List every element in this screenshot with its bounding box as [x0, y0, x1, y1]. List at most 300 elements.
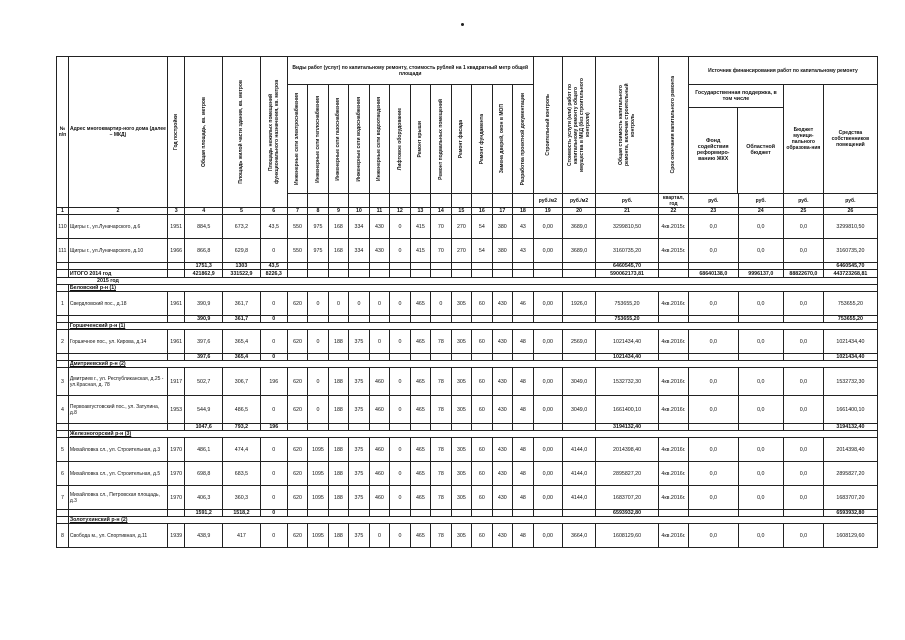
row-total-area: 438,9 — [185, 524, 223, 548]
unit-label: руб. — [783, 194, 823, 208]
subtotal-total-cost: 753655,20 — [596, 316, 659, 323]
subtotal-nonliving-area: 196 — [260, 424, 287, 431]
row-work-cost: 465 — [410, 330, 430, 354]
subtotal-blank — [328, 354, 348, 361]
row-work-cost: 375 — [349, 396, 369, 424]
grand-blank — [410, 270, 430, 278]
subtotal-blank — [410, 263, 430, 270]
row-total-area: 486,1 — [185, 438, 223, 462]
row-no: 8 — [57, 524, 69, 548]
row-nonliving-area: 0 — [260, 396, 287, 424]
column-number: 26 — [823, 208, 877, 215]
row-regional: 0,0 — [738, 292, 783, 316]
subtotal-own-funds: 6593932,80 — [823, 510, 877, 517]
row-total-area: 390,9 — [185, 292, 223, 316]
row-work-cost: 1095 — [308, 524, 328, 548]
row-work-cost: 620 — [287, 462, 307, 486]
row-nonliving-area: 0 — [260, 292, 287, 316]
row-work-cost: 0 — [328, 292, 348, 316]
row-municipal: 0,0 — [783, 368, 823, 396]
row-work-cost: 78 — [431, 486, 451, 510]
subtotal-blank — [658, 263, 688, 270]
row-work-cost: 375 — [349, 524, 369, 548]
grand-blank — [308, 270, 328, 278]
row-municipal: 0,0 — [783, 438, 823, 462]
row-no: 7 — [57, 486, 69, 510]
subtotal-blank — [533, 424, 562, 431]
row-total-area: 502,7 — [185, 368, 223, 396]
header-work-type: Замена дверей, окон в МОП — [499, 104, 506, 174]
row-work-cost: 188 — [328, 368, 348, 396]
subtotal-living-area: 793,2 — [223, 424, 261, 431]
row-cost-per-m2: 3689,0 — [562, 239, 595, 263]
units-blank — [451, 194, 471, 208]
header-work-cell — [472, 85, 492, 194]
subtotal-blank — [390, 424, 410, 431]
grand-own-funds: 443723268,81 — [823, 270, 877, 278]
header-work-cell — [328, 85, 348, 194]
row-living-area: 360,3 — [223, 486, 261, 510]
subtotal-blank — [57, 354, 69, 361]
subtotal-blank — [431, 510, 451, 517]
row-nonliving-area: 0 — [260, 486, 287, 510]
subtotal-blank — [513, 354, 534, 361]
row-work-cost: 188 — [328, 396, 348, 424]
row-regional: 0,0 — [738, 486, 783, 510]
header-state-support-cell — [689, 85, 784, 194]
grand-living-area: 331522,9 — [223, 270, 261, 278]
subtotal-blank — [431, 354, 451, 361]
district-blank — [57, 285, 69, 292]
subtotal-blank — [308, 316, 328, 323]
grand-blank — [472, 270, 492, 278]
row-work-cost: 430 — [492, 438, 512, 462]
header-fund: Фонд содействия реформиро-ванию ЖКХ — [689, 107, 738, 193]
column-number: 24 — [738, 208, 783, 215]
row-work-cost: 70 — [431, 239, 451, 263]
header-cost-per-m2-cell — [562, 57, 595, 194]
subtotal-blank — [533, 510, 562, 517]
header-work-cell — [308, 85, 328, 194]
column-number: 12 — [390, 208, 410, 215]
subtotal-blank — [451, 263, 471, 270]
row-work-cost: 78 — [431, 330, 451, 354]
row-own-funds: 2014398,40 — [823, 438, 877, 462]
row-work-cost: 975 — [308, 239, 328, 263]
row-fund: 0,0 — [689, 462, 739, 486]
table-row — [57, 239, 878, 263]
subtotal-blank — [390, 316, 410, 323]
units-blank — [410, 194, 430, 208]
subtotal-row — [57, 263, 878, 270]
row-work-cost: 460 — [369, 396, 389, 424]
row-no: 110 — [57, 215, 69, 239]
subtotal-blank — [451, 316, 471, 323]
subtotal-blank — [783, 316, 823, 323]
row-work-cost: 620 — [287, 396, 307, 424]
header-work-cell — [492, 85, 512, 194]
row-address: Михайловка сл., Петровская площадь, д.3 — [68, 486, 167, 510]
row-year: 1917 — [168, 368, 185, 396]
subtotal-blank — [328, 316, 348, 323]
subtotal-blank — [168, 354, 185, 361]
row-municipal: 0,0 — [783, 396, 823, 424]
grand-blank — [451, 270, 471, 278]
column-number: 13 — [410, 208, 430, 215]
row-work-cost: 188 — [328, 438, 348, 462]
row-year: 1951 — [168, 215, 185, 239]
row-total-area: 884,5 — [185, 215, 223, 239]
row-work-cost: 465 — [410, 462, 430, 486]
row-work-cost: 0 — [369, 330, 389, 354]
row-work-cost: 430 — [492, 524, 512, 548]
row-nonliving-area: 0 — [260, 239, 287, 263]
row-work-cost: 0 — [308, 368, 328, 396]
row-year: 1939 — [168, 524, 185, 548]
subtotal-blank — [57, 263, 69, 270]
district-heading-row — [57, 361, 878, 368]
row-municipal: 0,0 — [783, 330, 823, 354]
subtotal-blank — [513, 424, 534, 431]
grand-municipal: 88822670,0 — [783, 270, 823, 278]
row-work-cost: 78 — [431, 396, 451, 424]
row-total-cost: 1683707,20 — [596, 486, 659, 510]
grand-blank — [492, 270, 512, 278]
subtotal-blank — [783, 510, 823, 517]
grand-total-label: ИТОГО 2014 год — [68, 270, 167, 278]
row-work-cost: 48 — [513, 462, 534, 486]
subtotal-blank — [472, 424, 492, 431]
row-construction-control: 0,00 — [533, 239, 562, 263]
row-regional: 0,0 — [738, 215, 783, 239]
header-work-cell — [287, 85, 307, 194]
subtotal-nonliving-area: 0 — [260, 354, 287, 361]
district-heading: Золотухинский р-н (2) — [68, 517, 877, 524]
row-work-cost: 48 — [513, 330, 534, 354]
row-nonliving-area: 0 — [260, 462, 287, 486]
header-construction-control: Строительный контроль — [544, 94, 551, 156]
unit-label: квартал, год — [658, 194, 688, 208]
row-work-cost: 975 — [308, 215, 328, 239]
column-number: 3 — [168, 208, 185, 215]
subtotal-blank — [57, 510, 69, 517]
row-total-cost: 753655,20 — [596, 292, 659, 316]
subtotal-blank — [168, 263, 185, 270]
header-work-type: Ремонт фундамента — [478, 113, 485, 165]
district-heading: Горшеченский р-н (1) — [68, 323, 877, 330]
subtotal-blank — [287, 354, 307, 361]
unit-label: руб. — [596, 194, 659, 208]
grand-nonliving-area: 8226,3 — [260, 270, 287, 278]
header-year: Год постройки — [173, 113, 180, 151]
row-no: 2 — [57, 330, 69, 354]
row-fund: 0,0 — [689, 330, 739, 354]
row-work-cost: 430 — [492, 486, 512, 510]
header-work-cell — [513, 85, 534, 194]
header-municipal: Бюджет муници-пального образова-ния — [783, 85, 823, 194]
grand-blank — [287, 270, 307, 278]
column-number: 22 — [658, 208, 688, 215]
row-cost-per-m2: 4144,0 — [562, 486, 595, 510]
row-work-cost: 0 — [390, 524, 410, 548]
state-support-split — [689, 85, 783, 193]
column-number: 23 — [689, 208, 739, 215]
table-row — [57, 524, 878, 548]
row-work-cost: 620 — [287, 438, 307, 462]
row-total-cost: 3160735,20 — [596, 239, 659, 263]
column-number: 1 — [57, 208, 69, 215]
subtotal-blank — [492, 510, 512, 517]
row-work-cost: 60 — [472, 396, 492, 424]
row-construction-control: 0,00 — [533, 486, 562, 510]
row-deadline: 4кв.2015г. — [658, 239, 688, 263]
row-work-cost: 460 — [369, 368, 389, 396]
district-heading-row — [57, 517, 878, 524]
subtotal-blank — [658, 510, 688, 517]
column-number: 6 — [260, 208, 287, 215]
subtotal-blank — [349, 263, 369, 270]
district-blank — [57, 361, 69, 368]
row-work-cost: 60 — [472, 462, 492, 486]
header-funding-group: Источник финансирования работ по капитальному ремонту — [689, 57, 878, 85]
subtotal-total-cost: 1021434,40 — [596, 354, 659, 361]
row-living-area: 361,7 — [223, 292, 261, 316]
header-work-type: Инженерные сети водоотведения — [376, 97, 383, 181]
row-municipal: 0,0 — [783, 215, 823, 239]
row-deadline: 4кв.2016г. — [658, 292, 688, 316]
row-year: 1953 — [168, 396, 185, 424]
row-work-cost: 430 — [492, 396, 512, 424]
units-blank — [513, 194, 534, 208]
row-fund: 0,0 — [689, 438, 739, 462]
subtotal-blank — [390, 263, 410, 270]
row-total-cost: 1532732,30 — [596, 368, 659, 396]
row-work-cost: 60 — [472, 524, 492, 548]
column-number: 20 — [562, 208, 595, 215]
subtotal-blank — [287, 263, 307, 270]
row-regional: 0,0 — [738, 438, 783, 462]
row-work-cost: 60 — [472, 292, 492, 316]
row-work-cost: 375 — [349, 330, 369, 354]
subtotal-blank — [287, 424, 307, 431]
row-total-cost: 3299810,50 — [596, 215, 659, 239]
subtotal-total-area: 1751,3 — [185, 263, 223, 270]
row-total-area: 544,9 — [185, 396, 223, 424]
subtotal-blank — [562, 316, 595, 323]
table-row — [57, 368, 878, 396]
header-deadline: Срок окончания капитального ремонта — [670, 76, 677, 174]
subtotal-blank — [738, 263, 783, 270]
subtotal-blank — [689, 263, 739, 270]
subtotal-blank — [658, 424, 688, 431]
table-body — [57, 215, 878, 548]
row-fund: 0,0 — [689, 524, 739, 548]
row-deadline: 4кв.2016г. — [658, 368, 688, 396]
row-deadline: 4кв.2016г. — [658, 486, 688, 510]
subtotal-total-cost: 6460545,70 — [596, 263, 659, 270]
header-works-group: Виды работ (услуг) по капитальному ремонту, стоимость рублей на 1 квадратный метр общей площади — [287, 57, 533, 85]
grand-total-cost: 590062173,81 — [596, 270, 659, 278]
row-work-cost: 375 — [349, 438, 369, 462]
subtotal-blank — [308, 424, 328, 431]
row-work-cost: 43 — [513, 215, 534, 239]
row-year: 1961 — [168, 292, 185, 316]
district-heading-row — [57, 323, 878, 330]
subtotal-blank — [410, 316, 430, 323]
row-nonliving-area: 0 — [260, 438, 287, 462]
column-number: 17 — [492, 208, 512, 215]
column-number: 18 — [513, 208, 534, 215]
row-cost-per-m2: 4144,0 — [562, 438, 595, 462]
subtotal-blank — [68, 263, 167, 270]
subtotal-blank — [369, 316, 389, 323]
subtotal-blank — [533, 354, 562, 361]
subtotal-blank — [349, 354, 369, 361]
subtotal-total-cost: 6593932,80 — [596, 510, 659, 517]
subtotal-blank — [533, 316, 562, 323]
subtotal-nonliving-area: 0 — [260, 316, 287, 323]
row-work-cost: 465 — [410, 368, 430, 396]
subtotal-blank — [308, 263, 328, 270]
row-address: Михайловка сл., ул. Строительная, д.3 — [68, 438, 167, 462]
subtotal-nonliving-area: 43,5 — [260, 263, 287, 270]
row-regional: 0,0 — [738, 368, 783, 396]
row-work-cost: 305 — [451, 368, 471, 396]
row-work-cost: 0 — [308, 292, 328, 316]
row-work-cost: 0 — [390, 368, 410, 396]
subtotal-row — [57, 316, 878, 323]
row-living-area: 365,4 — [223, 330, 261, 354]
subtotal-blank — [472, 354, 492, 361]
subtotal-blank — [57, 316, 69, 323]
row-own-funds: 3299810,50 — [823, 215, 877, 239]
units-blank — [328, 194, 348, 208]
capital-repair-register-table — [56, 56, 878, 548]
row-deadline: 4кв.2016г. — [658, 524, 688, 548]
row-living-area: 673,2 — [223, 215, 261, 239]
row-no: 111 — [57, 239, 69, 263]
subtotal-blank — [68, 316, 167, 323]
row-work-cost: 48 — [513, 524, 534, 548]
district-heading: Дмитриевский р-н (2) — [68, 361, 877, 368]
column-numbers-row — [57, 208, 878, 215]
row-no: 3 — [57, 368, 69, 396]
subtotal-blank — [308, 354, 328, 361]
row-work-cost: 430 — [492, 462, 512, 486]
header-work-type: Разработка проектной документации — [519, 92, 526, 186]
subtotal-blank — [472, 510, 492, 517]
grand-blank — [369, 270, 389, 278]
units-blank — [308, 194, 328, 208]
header-work-cell — [390, 85, 410, 194]
header-work-type: Ремонт фасада — [458, 119, 465, 159]
subtotal-row — [57, 424, 878, 431]
units-blank — [287, 194, 307, 208]
grand-blank — [431, 270, 451, 278]
row-work-cost: 78 — [431, 462, 451, 486]
row-work-cost: 48 — [513, 486, 534, 510]
row-work-cost: 1095 — [308, 438, 328, 462]
subtotal-blank — [390, 510, 410, 517]
row-year: 1970 — [168, 462, 185, 486]
subtotal-blank — [513, 510, 534, 517]
district-heading-row — [57, 285, 878, 292]
row-work-cost: 60 — [472, 486, 492, 510]
subtotal-blank — [689, 510, 739, 517]
row-work-cost: 0 — [390, 215, 410, 239]
row-work-cost: 54 — [472, 239, 492, 263]
unit-label: руб./м2 — [533, 194, 562, 208]
table-row — [57, 462, 878, 486]
row-work-cost: 0 — [390, 239, 410, 263]
row-nonliving-area: 43,5 — [260, 215, 287, 239]
subtotal-living-area: 1518,2 — [223, 510, 261, 517]
column-number: 9 — [328, 208, 348, 215]
row-construction-control: 0,00 — [533, 215, 562, 239]
header-living-area-cell — [223, 57, 261, 208]
row-own-funds: 1021434,40 — [823, 330, 877, 354]
row-work-cost: 0 — [390, 330, 410, 354]
row-address: Михайловка сл., ул. Строительная, д.5 — [68, 462, 167, 486]
row-work-cost: 465 — [410, 524, 430, 548]
column-number: 19 — [533, 208, 562, 215]
row-work-cost: 550 — [287, 239, 307, 263]
row-address: Первоавгустовский пос., ул. Затулина, д.8 — [68, 396, 167, 424]
grand-regional: 9996137,0 — [738, 270, 783, 278]
header-work-type: Инженерные сети электроснабжения — [294, 93, 301, 185]
subtotal-blank — [68, 354, 167, 361]
column-number: 10 — [349, 208, 369, 215]
row-work-cost: 415 — [410, 215, 430, 239]
row-work-cost: 188 — [328, 486, 348, 510]
row-work-cost: 430 — [492, 292, 512, 316]
row-deadline: 4кв.2016г. — [658, 330, 688, 354]
header-regional: Областной бюджет — [746, 144, 776, 157]
row-cost-per-m2: 3689,0 — [562, 215, 595, 239]
subtotal-blank — [658, 316, 688, 323]
row-cost-per-m2: 2569,0 — [562, 330, 595, 354]
header-no: № п/п — [57, 57, 69, 208]
row-nonliving-area: 196 — [260, 368, 287, 396]
column-number: 4 — [185, 208, 223, 215]
subtotal-blank — [410, 424, 430, 431]
row-own-funds: 2895827,20 — [823, 462, 877, 486]
row-work-cost: 465 — [410, 396, 430, 424]
row-work-cost: 60 — [472, 438, 492, 462]
row-work-cost: 430 — [492, 330, 512, 354]
header-own: Средства собственников помещений — [823, 85, 877, 194]
row-deadline: 4кв.2016г. — [658, 462, 688, 486]
row-work-cost: 465 — [410, 292, 430, 316]
subtotal-blank — [513, 263, 534, 270]
header-address: Адрес многоквартир-ного дома (далее – МКД) — [68, 57, 167, 208]
row-work-cost: 620 — [287, 330, 307, 354]
subtotal-blank — [168, 424, 185, 431]
subtotal-blank — [562, 510, 595, 517]
row-regional: 0,0 — [738, 462, 783, 486]
row-work-cost: 48 — [513, 438, 534, 462]
row-work-cost: 430 — [369, 239, 389, 263]
row-fund: 0,0 — [689, 239, 739, 263]
header-nonliving-area-cell — [260, 57, 287, 208]
subtotal-blank — [783, 263, 823, 270]
row-work-cost: 60 — [472, 368, 492, 396]
subtotal-living-area: 361,7 — [223, 316, 261, 323]
row-own-funds: 3160735,20 — [823, 239, 877, 263]
grand-blank — [513, 270, 534, 278]
row-work-cost: 380 — [492, 215, 512, 239]
row-construction-control: 0,00 — [533, 330, 562, 354]
